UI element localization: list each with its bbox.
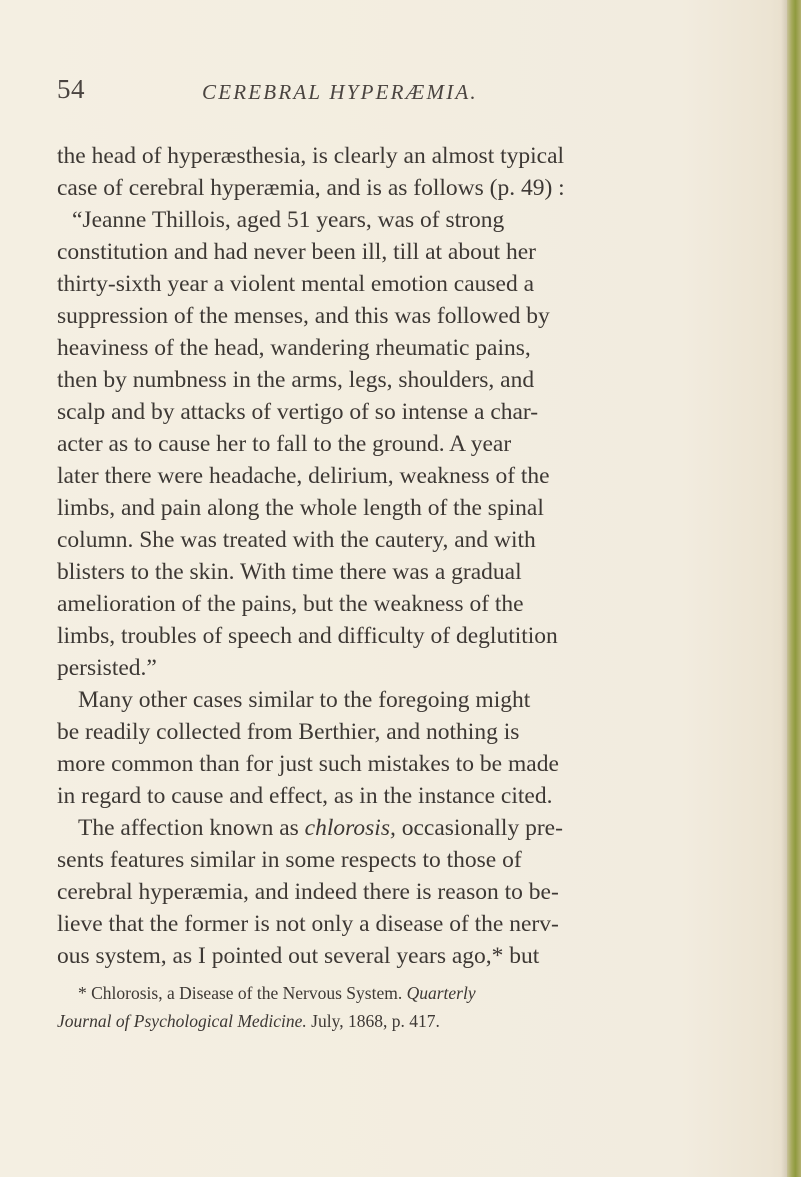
footnote-line (57, 1013, 440, 1031)
text-line (78, 817, 563, 841)
text-line: scalp and by attacks of vertigo of so intense a char- (57, 399, 539, 425)
text-run: occasionally pre- (401, 815, 563, 841)
footnote-journal: Quarterly (406, 983, 476, 1003)
text-line: Many other cases similar to the foregoing might (78, 687, 531, 713)
text-line: the head of hyperæsthesia, is clearly an almost typical (57, 143, 565, 169)
text-line: later there were headache, delirium, weakness of the (57, 463, 550, 489)
text-line: thirty-sixth year a violent mental emotion caused a (57, 271, 535, 297)
footnote-text: * Chlorosis, a Disease of the Nervous System. (78, 983, 403, 1003)
text-line: persisted.” (57, 655, 157, 681)
footnote-journal: Journal of Psychological Medicine. (57, 1011, 307, 1031)
footnote-line (78, 985, 476, 1003)
page-number: 54 (57, 74, 85, 104)
text-run: The affection known as (78, 815, 299, 841)
text-line: acter as to cause her to fall to the ground. A year (57, 431, 512, 457)
text-line: column. She was treated with the cautery, and with (57, 527, 536, 553)
text-line: heaviness of the head, wandering rheumatic pains, (57, 335, 531, 361)
text-line: limbs, troubles of speech and difficulty of deglutition (57, 623, 558, 649)
text-line: cerebral hyperæmia, and indeed there is reason to be- (57, 879, 559, 905)
italic-term: chlorosis, (304, 815, 396, 841)
text-line: ous system, as I pointed out several years ago,* but (57, 943, 540, 969)
text-line: “Jeanne Thillois, aged 51 years, was of strong (72, 207, 505, 233)
text-line: lieve that the former is not only a disease of the nerv- (57, 911, 559, 937)
text-line: limbs, and pain along the whole length of the spinal (57, 495, 544, 521)
text-line: sents features similar in some respects to those of (57, 847, 522, 873)
running-head: CEREBRAL HYPERÆMIA. (202, 80, 478, 104)
text-line: in regard to cause and effect, as in the instance cited. (57, 783, 553, 809)
text-line: then by numbness in the arms, legs, shoulders, and (57, 367, 535, 393)
text-line: constitution and had never been ill, till at about her (57, 239, 537, 265)
text-line: be readily collected from Berthier, and nothing is (57, 719, 520, 745)
text-line: case of cerebral hyperæmia, and is as follows (p. 49) : (57, 175, 565, 201)
page-edge (787, 0, 801, 1177)
text-line: more common than for just such mistakes to be made (57, 751, 559, 777)
text-line: blisters to the skin. With time there was a gradual (57, 559, 522, 585)
footnote-citation: July, 1868, p. 417. (311, 1011, 440, 1031)
text-line: amelioration of the pains, but the weakness of the (57, 591, 524, 617)
text-line: suppression of the menses, and this was followed by (57, 303, 550, 329)
